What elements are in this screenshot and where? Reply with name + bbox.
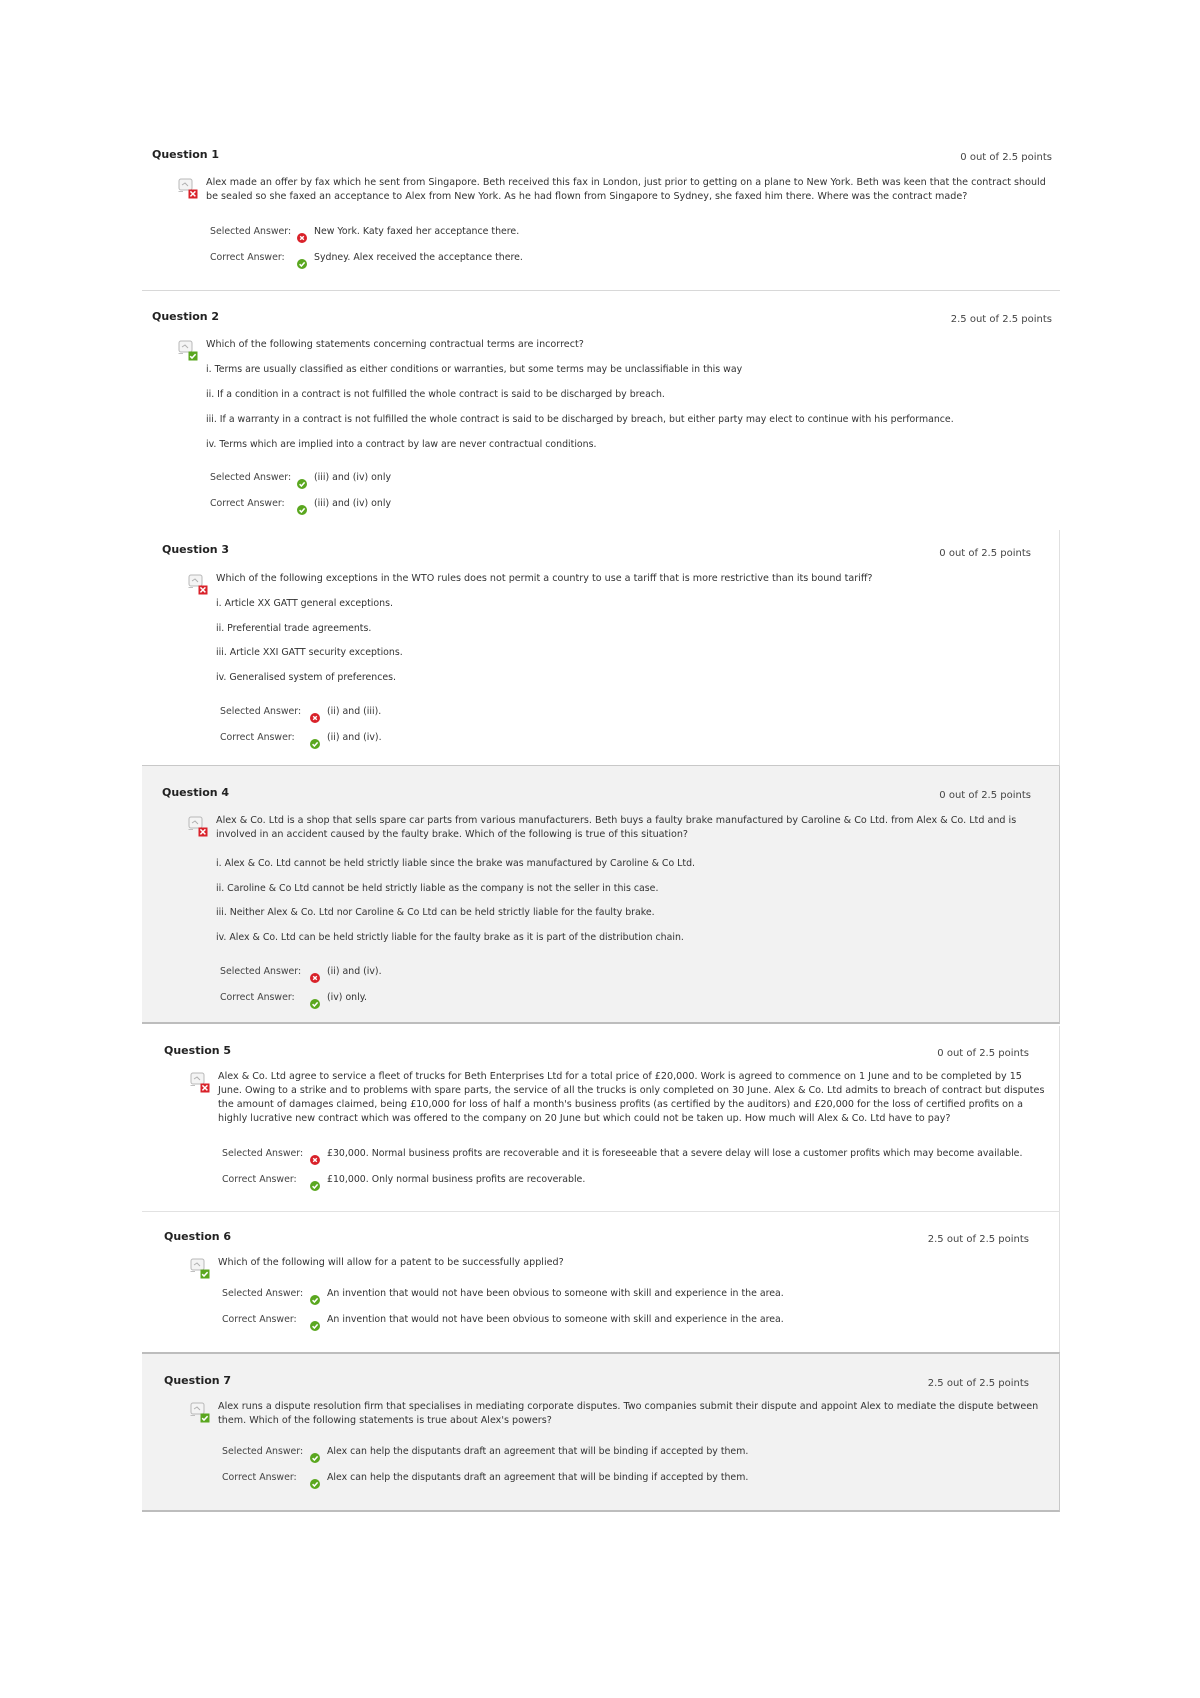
selected-answer-label: Selected Answer:	[222, 1148, 304, 1159]
question-text: Alex runs a dispute resolution firm that specialises in mediating corporate disputes. Two companies submit their dispute and appoint Alex to mediate the dispute between them. Which of the following statements is true about Alex's powers?	[218, 1401, 1039, 1426]
correct-answer-label: Correct Answer:	[210, 498, 285, 509]
selected-answer: £30,000. Normal business profits are recoverable and it is foreseeable that a severe delay will lose a customer profits which may become available.	[327, 1148, 1023, 1159]
question-title: Question 7	[164, 1374, 232, 1387]
correct-answer-label: Correct Answer:	[222, 1174, 297, 1185]
question-4	[142, 766, 1060, 1024]
check-icon	[310, 1448, 320, 1458]
selected-answer-label: Selected Answer:	[222, 1446, 304, 1457]
option-ii: ii. Caroline & Co Ltd cannot be held strictly liable as the company is not the seller in this case.	[216, 883, 659, 894]
correct-answer-label: Correct Answer:	[220, 732, 295, 743]
selected-answer: (iii) and (iv) only	[314, 472, 392, 483]
option-i: i. Terms are usually classified as either conditions or warranties, but some terms may be unclassifiable in this way	[206, 364, 743, 375]
incorrect-icon	[310, 968, 320, 978]
option-iv: iv. Alex & Co. Ltd can be held strictly liable for the faulty brake as it is part of the distribution chain.	[216, 932, 684, 943]
correct-result-icon	[190, 1258, 210, 1280]
option-iii: iii. Article XXI GATT security exceptions.	[216, 647, 403, 658]
incorrect-result-icon	[178, 178, 198, 200]
correct-answer: (iii) and (iv) only	[314, 498, 392, 509]
correct-answer: (iv) only.	[327, 992, 367, 1003]
divider	[142, 290, 1060, 291]
incorrect-result-icon	[188, 816, 208, 838]
question-text: Which of the following statements concerning contractual terms are incorrect?	[206, 339, 584, 350]
question-6	[142, 1212, 1060, 1352]
question-title: Question 1	[152, 148, 220, 161]
incorrect-result-icon	[188, 574, 208, 596]
option-iv: iv. Terms which are implied into a contract by law are never contractual conditions.	[206, 439, 597, 450]
question-points: 0 out of 2.5 points	[939, 548, 1031, 559]
question-title: Question 5	[164, 1044, 232, 1057]
incorrect-icon	[310, 708, 320, 718]
selected-answer: Alex can help the disputants draft an agreement that will be binding if accepted by them.	[327, 1446, 749, 1457]
option-iii: iii. Neither Alex & Co. Ltd nor Caroline & Co Ltd can be held strictly liable for the faulty brake.	[216, 907, 655, 918]
question-7	[142, 1352, 1060, 1512]
check-icon	[297, 254, 307, 264]
option-i: i. Article XX GATT general exceptions.	[216, 598, 393, 609]
question-5	[142, 1026, 1060, 1212]
correct-answer: Sydney. Alex received the acceptance there.	[314, 252, 523, 263]
check-icon	[297, 474, 307, 484]
question-points: 2.5 out of 2.5 points	[927, 1378, 1029, 1389]
selected-answer: An invention that would not have been obvious to someone with skill and experience in the area.	[327, 1288, 784, 1299]
correct-answer: An invention that would not have been obvious to someone with skill and experience in the area.	[327, 1314, 784, 1325]
correct-answer: Alex can help the disputants draft an agreement that will be binding if accepted by them.	[327, 1472, 749, 1483]
incorrect-icon	[297, 228, 307, 238]
correct-result-icon	[190, 1402, 210, 1424]
selected-answer-label: Selected Answer:	[210, 226, 292, 237]
option-iii: iii. If a warranty in a contract is not fulfilled the whole contract is said to be discharged by breach, but either party may elect to continue with his performance.	[206, 414, 954, 425]
correct-answer-label: Correct Answer:	[220, 992, 295, 1003]
check-icon	[310, 994, 320, 1004]
correct-answer: £10,000. Only normal business profits are recoverable.	[327, 1174, 586, 1185]
correct-answer-label: Correct Answer:	[210, 252, 285, 263]
incorrect-result-icon	[190, 1072, 210, 1094]
correct-answer-label: Correct Answer:	[222, 1314, 297, 1325]
selected-answer-label: Selected Answer:	[210, 472, 292, 483]
question-title: Question 4	[162, 786, 230, 799]
question-title: Question 6	[164, 1230, 232, 1243]
check-icon	[310, 1316, 320, 1326]
option-ii: ii. If a condition in a contract is not fulfilled the whole contract is said to be discharged by breach.	[206, 389, 665, 400]
question-text: Alex & Co. Ltd is a shop that sells spare car parts from various manufacturers. Beth buys a faulty brake manufactured by Caroline & Co Ltd. from Alex & Co. Ltd and is involved in an accident caused by the faulty brake. Which of the following is true of this situation?	[216, 815, 1017, 840]
question-points: 2.5 out of 2.5 points	[927, 1234, 1029, 1245]
selected-answer-label: Selected Answer:	[222, 1288, 304, 1299]
question-text: Which of the following exceptions in the WTO rules does not permit a country to use a tariff that is more restrictive than its bound tariff?	[216, 573, 873, 584]
question-points: 0 out of 2.5 points	[960, 152, 1052, 163]
selected-answer: New York. Katy faxed her acceptance there.	[314, 226, 520, 237]
question-text: Which of the following will allow for a patent to be successfully applied?	[218, 1257, 564, 1268]
selected-answer: (ii) and (iv).	[327, 966, 382, 977]
check-icon	[310, 1474, 320, 1484]
correct-answer-label: Correct Answer:	[222, 1472, 297, 1483]
selected-answer-label: Selected Answer:	[220, 706, 302, 717]
option-ii: ii. Preferential trade agreements.	[216, 623, 372, 634]
option-iv: iv. Generalised system of preferences.	[216, 672, 396, 683]
question-title: Question 3	[162, 543, 230, 556]
check-icon	[297, 500, 307, 510]
question-2	[140, 302, 1060, 530]
question-text: Alex & Co. Ltd agree to service a fleet of trucks for Beth Enterprises Ltd for a total price of £20,000. Work is agreed to commence on 1 June and to be completed by 15 June. Owing to a strike and to problems with spare parts, the service of all the trucks is only completed on 30 June. Alex & Co. Ltd admits to breach of contract but disputes the amount of damages claimed, being £10,000 for loss of half a month's business profits (as certified by the auditors) and £20,000 for the loss of certified profits on a highly lucrative new contract which was offered to the company on 20 June but which could not be taken up. How much will Alex & Co. Ltd have to pay?	[218, 1071, 1045, 1124]
question-title: Question 2	[152, 310, 220, 323]
check-icon	[310, 734, 320, 744]
incorrect-icon	[310, 1150, 320, 1160]
selected-answer-label: Selected Answer:	[220, 966, 302, 977]
check-icon	[310, 1290, 320, 1300]
question-3	[142, 530, 1060, 766]
question-points: 0 out of 2.5 points	[937, 1048, 1029, 1059]
question-text: Alex made an offer by fax which he sent from Singapore. Beth received this fax in London, just prior to getting on a plane to New York. Beth was keen that the contract should be sealed so she faxed an acceptance to Alex from New York. As he had flown from Singapore to Sydney, she faxed him there. Where was the contract made?	[206, 177, 1046, 202]
check-icon	[310, 1176, 320, 1186]
correct-result-icon	[178, 340, 198, 362]
correct-answer: (ii) and (iv).	[327, 732, 382, 743]
selected-answer: (ii) and (iii).	[327, 706, 382, 717]
question-1	[140, 140, 1060, 290]
question-points: 0 out of 2.5 points	[939, 790, 1031, 801]
option-i: i. Alex & Co. Ltd cannot be held strictly liable since the brake was manufactured by Caroline & Co Ltd.	[216, 858, 695, 869]
question-points: 2.5 out of 2.5 points	[950, 314, 1052, 325]
